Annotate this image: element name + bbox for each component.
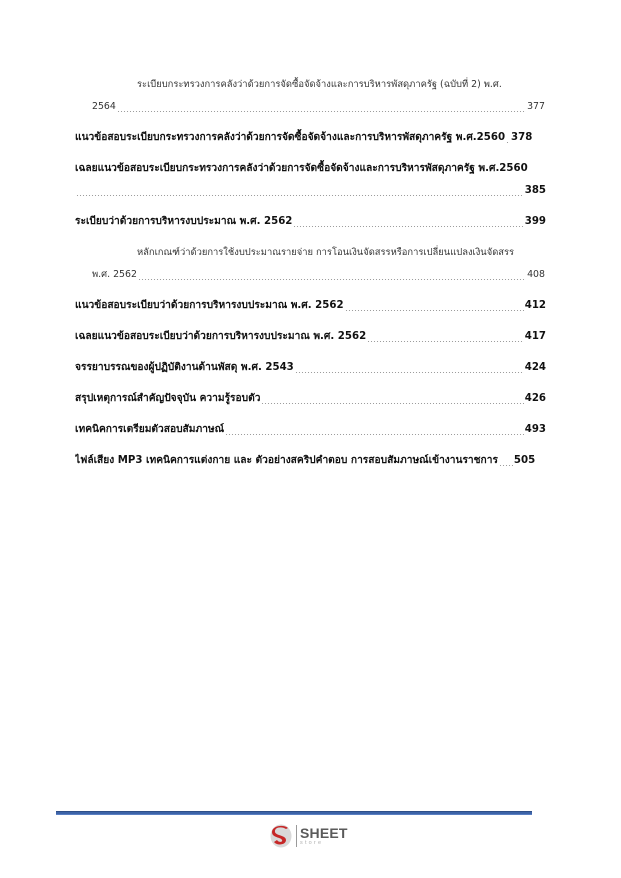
footer-rule [56, 811, 532, 815]
toc-entry[interactable] [75, 74, 546, 118]
toc-entry-title: ระเบียบกระทรวงการคลังว่าด้วยการจัดซื้อจัดจ้างและการบริหารพัสดุภาครัฐ (ฉบับที่ 2) พ.ศ. [137, 79, 502, 90]
toc-entry-title: สรุปเหตุการณ์สำคัญปัจจุบัน ความรู้รอบตัว [75, 393, 261, 404]
toc-entry-page: 412 [524, 300, 546, 311]
toc-entry[interactable] [75, 295, 546, 317]
toc-entry[interactable] [75, 242, 546, 286]
dot-leader [261, 403, 523, 404]
toc-entry[interactable] [75, 326, 546, 348]
toc-entry-page: 505 [513, 455, 536, 466]
logo-divider [296, 825, 297, 847]
logo-wordmark [300, 826, 348, 847]
toc-entry-page: 424 [524, 362, 546, 373]
toc-entry-page: 426 [524, 393, 546, 404]
dot-leader [76, 195, 524, 196]
toc-entry-title: ไฟล์เสียง MP3 เทคนิคการแต่งกาย และ ตัวอย่างสคริปคำตอบ การสอบสัมภาษณ์เข้างานราชการ [75, 455, 498, 466]
toc-entry[interactable] [75, 450, 546, 472]
toc-entry-page: 493 [524, 424, 546, 435]
toc-entry[interactable] [75, 388, 546, 410]
toc-entry-page: 385 [524, 185, 546, 196]
toc-entry-title: เฉลยแนวข้อสอบระเบียบว่าด้วยการบริหารงบประมาณ พ.ศ. 2562 [75, 331, 367, 342]
toc-entry-page: 377 [527, 101, 545, 112]
toc-entry[interactable] [75, 211, 546, 233]
toc-entry-title: เฉลยแนวข้อสอบระเบียบกระทรวงการคลังว่าด้วยการจัดซื้อจัดจ้างและการบริหารพัสดุภาครัฐ พ.ศ.2560 [75, 163, 528, 174]
toc-entry[interactable] [75, 158, 546, 202]
toc-entry-title: แนวข้อสอบระเบียบกระทรวงการคลังว่าด้วยการจัดซื้อจัดจ้างและการบริหารพัสดุภาครัฐ พ.ศ.2560 [75, 132, 506, 143]
dot-leader [293, 226, 523, 227]
dot-leader [295, 372, 524, 373]
toc-entry[interactable] [75, 357, 546, 379]
logo-brand: SHEET [300, 824, 348, 841]
toc-entry[interactable] [75, 127, 546, 149]
sheet-store-logo-icon [270, 824, 292, 848]
toc-entry-title: หลักเกณฑ์ว่าด้วยการใช้งบประมาณรายจ่าย การโอนเงินจัดสรรหรือการเปลี่ยนแปลงเงินจัดสรร [137, 247, 515, 258]
dot-leader [499, 465, 513, 466]
toc-entry-page: 408 [527, 269, 545, 280]
footer-logo [270, 822, 348, 850]
dot-leader [225, 434, 524, 435]
toc-entry-title-continued: พ.ศ. 2562 [92, 269, 137, 280]
dot-leader [367, 341, 524, 342]
toc-entry-title: ระเบียบว่าด้วยการบริหารงบประมาณ พ.ศ. 2562 [75, 216, 293, 227]
toc-entry-page: 378 [511, 132, 533, 143]
toc-entry-title: แนวข้อสอบระเบียบว่าด้วยการบริหารงบประมาณ พ.ศ. 2562 [75, 300, 344, 311]
logo-sub: store [300, 839, 324, 846]
toc-entry-title: เทคนิคการเตรียมตัวสอบสัมภาษณ์ [75, 424, 225, 435]
toc-entry-title: จรรยาบรรณของผู้ปฏิบัติงานด้านพัสดุ พ.ศ. 2543 [75, 362, 294, 373]
table-of-contents [75, 74, 546, 481]
toc-entry[interactable] [75, 419, 546, 441]
toc-entry-page: 417 [524, 331, 546, 342]
dot-leader [345, 310, 524, 311]
dot-leader [117, 111, 526, 112]
dot-leader [138, 279, 526, 280]
dot-leader [506, 142, 510, 143]
toc-entry-title-continued: 2564 [92, 101, 116, 112]
toc-entry-page: 399 [524, 216, 546, 227]
